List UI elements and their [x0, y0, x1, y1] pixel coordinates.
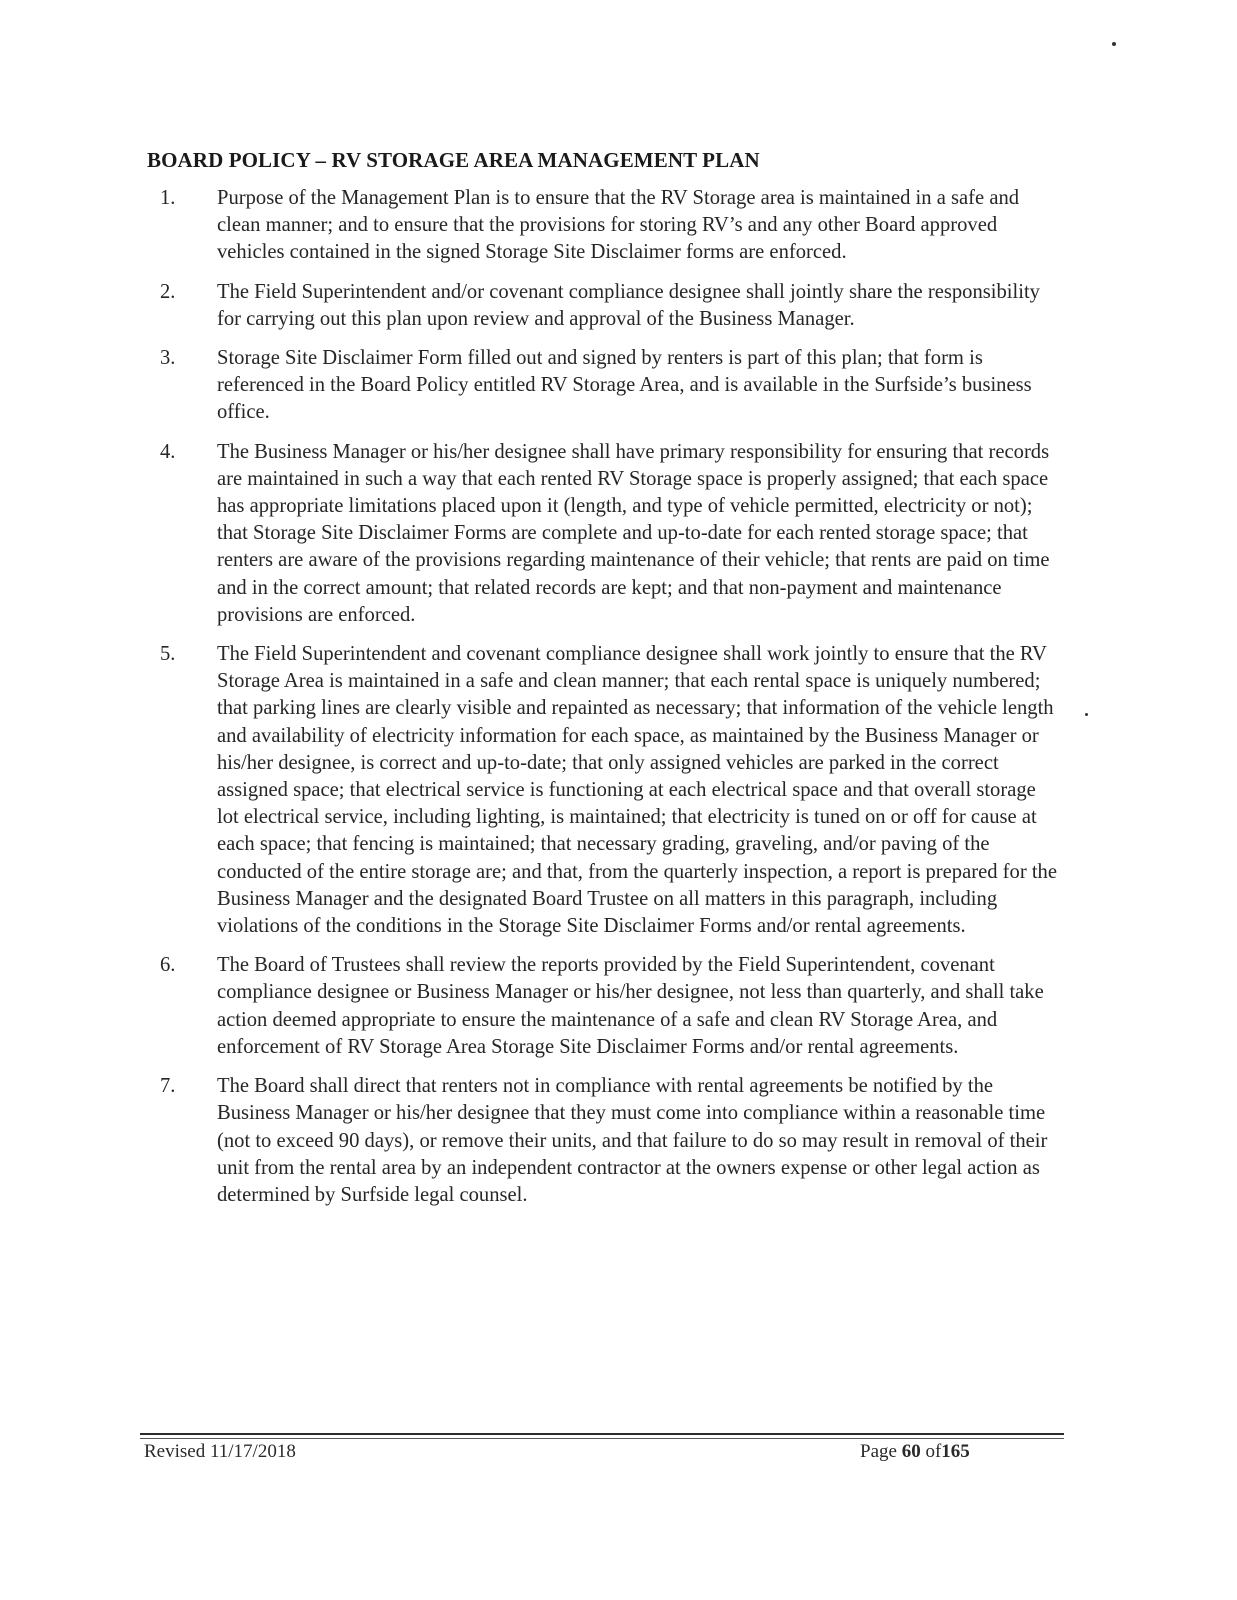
- list-item: [160, 641, 1060, 940]
- of-label: of: [925, 1441, 942, 1462]
- document-title: BOARD POLICY – RV STORAGE AREA MANAGEMENT PLAN: [147, 148, 760, 172]
- footer-rule-thin: [140, 1438, 1064, 1439]
- item-text: The Field Superintendent and/or covenant compliance designee shall jointly share the responsibility for carrying out this plan upon review and approval of the Business Manager.: [217, 280, 1040, 330]
- item-number: 7.: [160, 1075, 176, 1098]
- item-number: 3.: [160, 347, 176, 370]
- page-indicator: [860, 1441, 970, 1463]
- list-item: [160, 279, 1060, 333]
- item-text: The Business Manager or his/her designee shall have primary responsibility for ensuring that records are maintained in such a way that each rented RV Storage space is properly assigned; that each space has appropriate limitations placed upon it (length, and type of vehicle permitted, electricity or not); that Storage Site Disclaimer Forms are complete and up-to-date for each rented storage space; that renters are aware of the provisions regarding maintenance of their vehicle; that rents are paid on time and in the correct amount; that related records are kept; and that non-payment and maintenance provisions are enforced.: [217, 440, 1050, 626]
- item-number: 1.: [160, 187, 176, 209]
- item-number: 5.: [160, 643, 176, 666]
- list-item: [160, 952, 1060, 1061]
- item-number: 6.: [160, 954, 176, 977]
- page-label: Page: [860, 1441, 897, 1462]
- list-item: [160, 439, 1060, 629]
- item-text: The Board shall direct that renters not in compliance with rental agreements be notified by the Business Manager or his/her designee that they must come into compliance within a reasonable time (not to exceed 90 days), or remove their units, and that failure to do so may result in removal of their unit from the rental area by an independent contractor at the owners expense or other legal action as determined by Surfside legal counsel.: [217, 1075, 1048, 1206]
- item-number: 2.: [160, 280, 176, 303]
- list-item: [160, 185, 1060, 267]
- policy-list: [160, 185, 1060, 1221]
- page-number: 60: [901, 1441, 921, 1462]
- revised-date: Revised 11/17/2018: [144, 1441, 296, 1462]
- list-item: [160, 1073, 1060, 1209]
- item-text: The Field Superintendent and covenant compliance designee shall work jointly to ensure that the RV Storage Area is maintained in a safe and clean manner; that each rental space is uniquely numbered; that parking lines are clearly visible and repainted as necessary; that information of the vehicle length and availability of electricity information for each space, as maintained by the Business Manager or his/her designee, is correct and up-to-date; that only assigned vehicles are parked in the correct assigned space; that electrical service is functioning at each electrical space and that overall storage lot electrical service, including lighting, is maintained; that electricity is tuned on or off for cause at each space; that fencing is maintained; that necessary grading, graveling, and/or paving of the conducted of the entire storage are; and that, from the quarterly inspection, a report is prepared for the Business Manager and the designated Board Trustee on all matters in this paragraph, including violations of the conditions in the Storage Site Disclaimer Forms and/or rental agreements.: [217, 643, 1057, 938]
- item-text: The Board of Trustees shall review the reports provided by the Field Superintendent, covenant compliance designee or Business Manager or his/her designee, not less than quarterly, and shall take action deemed appropriate to ensure the maintenance of a safe and clean RV Storage Area, and enforcement of RV Storage Area Storage Site Disclaimer Forms and/or rental agreements.: [217, 954, 1044, 1058]
- item-text: Storage Site Disclaimer Form filled out and signed by renters is part of this plan; that form is referenced in the Board Policy entitled RV Storage Area, and is available in the Surfside’s business office.: [217, 347, 1032, 424]
- page-total: 165: [941, 1441, 970, 1462]
- item-number: 4.: [160, 440, 176, 463]
- footer-rule: [140, 1433, 1064, 1435]
- item-text: Purpose of the Management Plan is to ensure that the RV Storage area is maintained in a safe and clean manner; and to ensure that the provisions for storing RV’s and any other Board approved vehicles contained in the signed Storage Site Disclaimer forms are enforced.: [217, 187, 1020, 264]
- list-item: [160, 345, 1060, 427]
- scan-speck: [1112, 42, 1116, 46]
- scan-speck: [1085, 713, 1088, 716]
